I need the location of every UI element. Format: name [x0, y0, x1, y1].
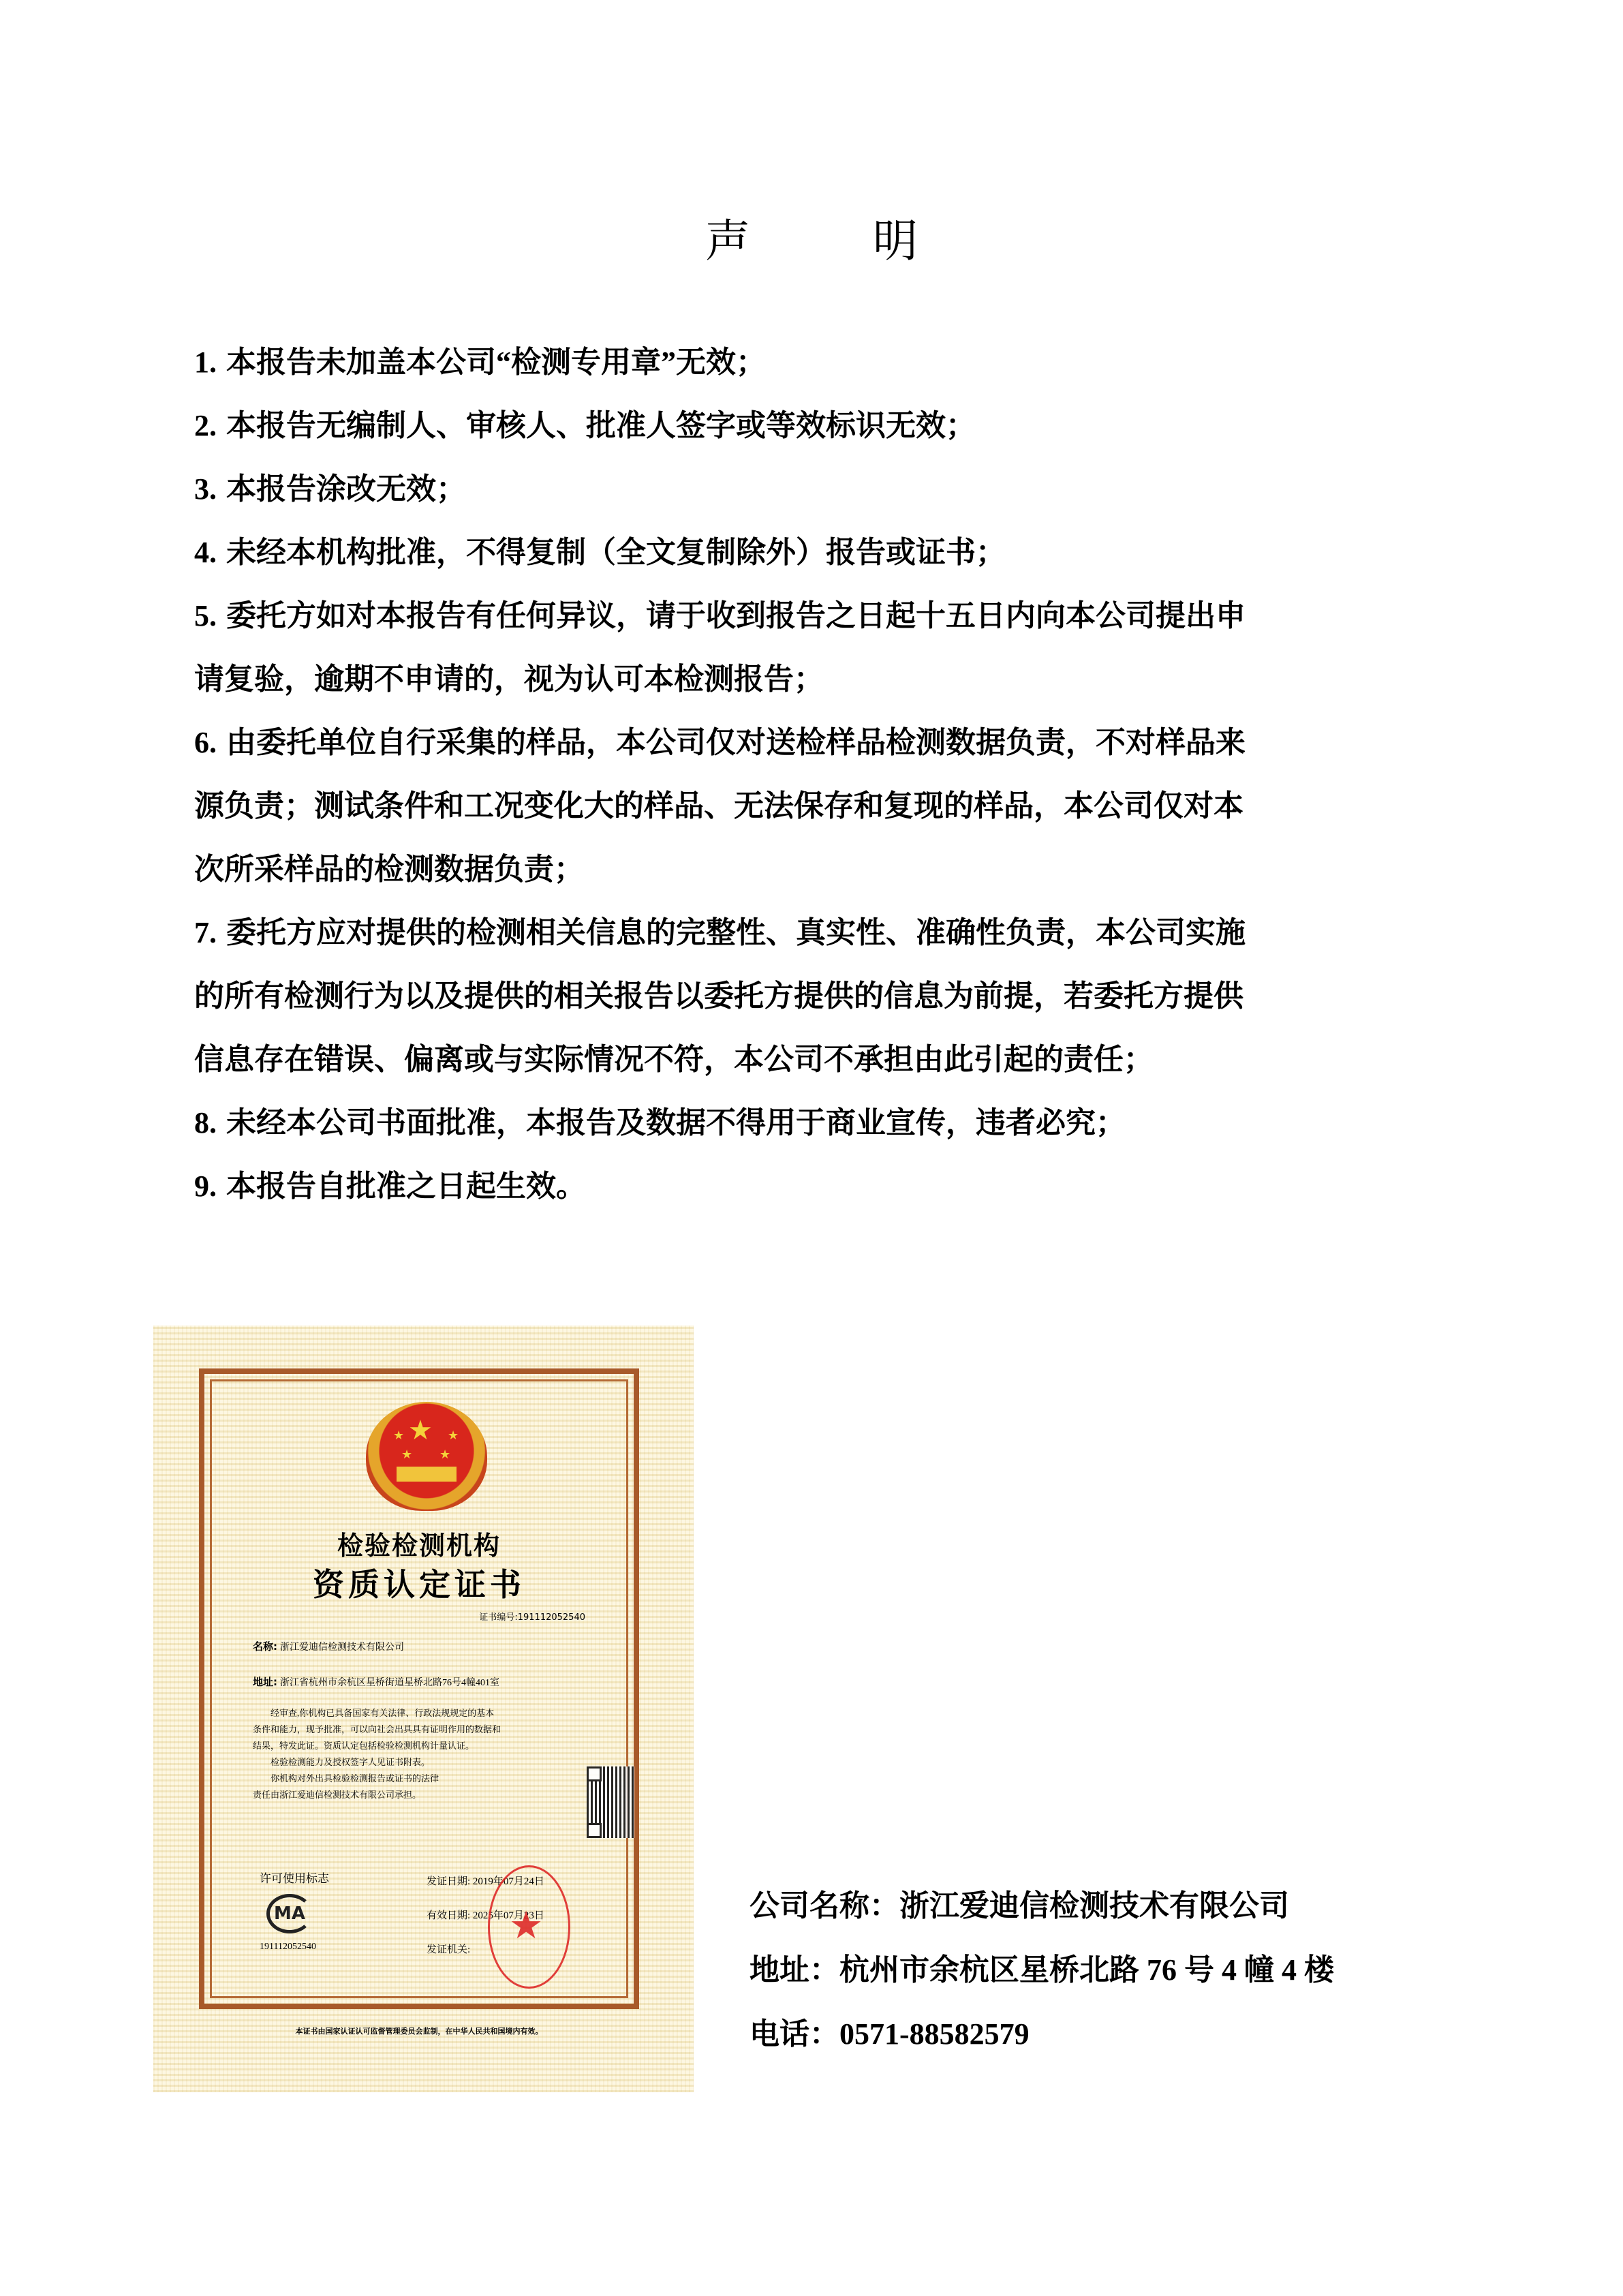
company-address: 地址：杭州市余杭区星桥北路 76 号 4 幢 4 楼: [749, 1953, 1334, 1987]
statement-item: 1. 本报告未加盖本公司“检测专用章”无效；: [194, 346, 766, 379]
certificate-title-line2: 资质认定证书: [313, 1566, 525, 1603]
page-title: [0, 204, 1623, 269]
cma-logo-icon: MA: [266, 1894, 313, 1933]
statement-item: 9. 本报告自批准之日起生效。: [194, 1169, 586, 1203]
certificate-footer: 本证书由国家认证认可监督管理委员会监制，在中华人民共和国境内有效。: [295, 2027, 543, 2036]
certificate-name-row: 名称: 浙江爱迪信检测技术有限公司: [253, 1640, 404, 1653]
statement-continuation: 源负责；测试条件和工况变化大的样品、无法保存和复现的样品，本公司仅对本: [194, 789, 1243, 823]
certificate-address-row: 地址: 浙江省杭州市余杭区星桥街道星桥北路76号4幢401室: [253, 1676, 499, 1688]
statement-item: 7. 委托方应对提供的检测相关信息的完整性、真实性、准确性负责，本公司实施: [194, 916, 1246, 949]
qualification-certificate-image: [153, 1326, 694, 2092]
title-char-2: 明: [873, 217, 918, 266]
statement-continuation: 信息存在错误、偏离或与实际情况不符，本公司不承担由此引起的责任；: [194, 1043, 1154, 1076]
issue-date: 发证日期: 2019年07月24日: [427, 1876, 544, 1887]
qr-code-icon: [587, 1766, 634, 1838]
statement-item: 2. 本报告无编制人、审核人、批准人签字或等效标识无效；: [194, 409, 976, 442]
statement-item: 6. 由委托单位自行采集的样品，本公司仅对送检样品检测数据负责，不对样品来: [194, 726, 1246, 759]
statement-continuation: 的所有检测行为以及提供的相关报告以委托方提供的信息为前提，若委托方提供: [194, 979, 1243, 1013]
certificate-body: 经审查,你机构已具备国家有关法律、行政法规规定的基本 条件和能力，现予批准，可以向社会出具具有证明作用的数据和 结果，特发此证。资质认定包括检验检测机构计量认证。 检验检测能力及授权签字人见证书附表。 你机构对外出具检验检测报告或证书的法律 责任由浙江爱迪信检测技术有限公司承担。: [253, 1708, 501, 1800]
statement-item: 3. 本报告涂改无效；: [194, 472, 466, 506]
tiananmen-icon: [397, 1467, 457, 1482]
certificate-title-line1: 检验检测机构: [337, 1531, 501, 1561]
company-phone: 电话：0571-88582579: [749, 2017, 1030, 2051]
issuing-authority: 发证机关:: [427, 1944, 471, 1955]
title-char-1: 声: [705, 217, 750, 266]
certificate-number: 证书编号:191112052540: [479, 1612, 585, 1623]
certificate-inner-frame: [210, 1379, 628, 2036]
statement-item: 5. 委托方如对本报告有任何异议，请于收到报告之日起十五日内向本公司提出申: [194, 599, 1246, 632]
license-mark-label: 许可使用标志: [260, 1872, 329, 1886]
statement-item: 8. 未经本公司书面批准，本报告及数据不得用于商业宣传，违者必究；: [194, 1106, 1126, 1139]
contact-info: [749, 1874, 1334, 2066]
statement-item: 4. 未经本机构批准，不得复制（全文复制除外）报告或证书；: [194, 536, 1006, 569]
national-emblem-icon: ★ ★ ★ ★ ★: [366, 1402, 487, 1511]
certificate-frame: [199, 1368, 639, 2036]
company-name: 公司名称：浙江爱迪信检测技术有限公司: [749, 1889, 1289, 1923]
statement-continuation: 次所采样品的检测数据负责；: [194, 853, 584, 886]
statement-continuation: 请复验，逾期不申请的，视为认可本检测报告；: [194, 662, 824, 696]
official-seal-icon: ★: [488, 1865, 570, 1989]
cma-number: 191112052540: [260, 1942, 316, 1952]
statement-list: [194, 331, 1421, 1218]
valid-date: 有效日期: 2025年07月23日: [427, 1910, 544, 1921]
